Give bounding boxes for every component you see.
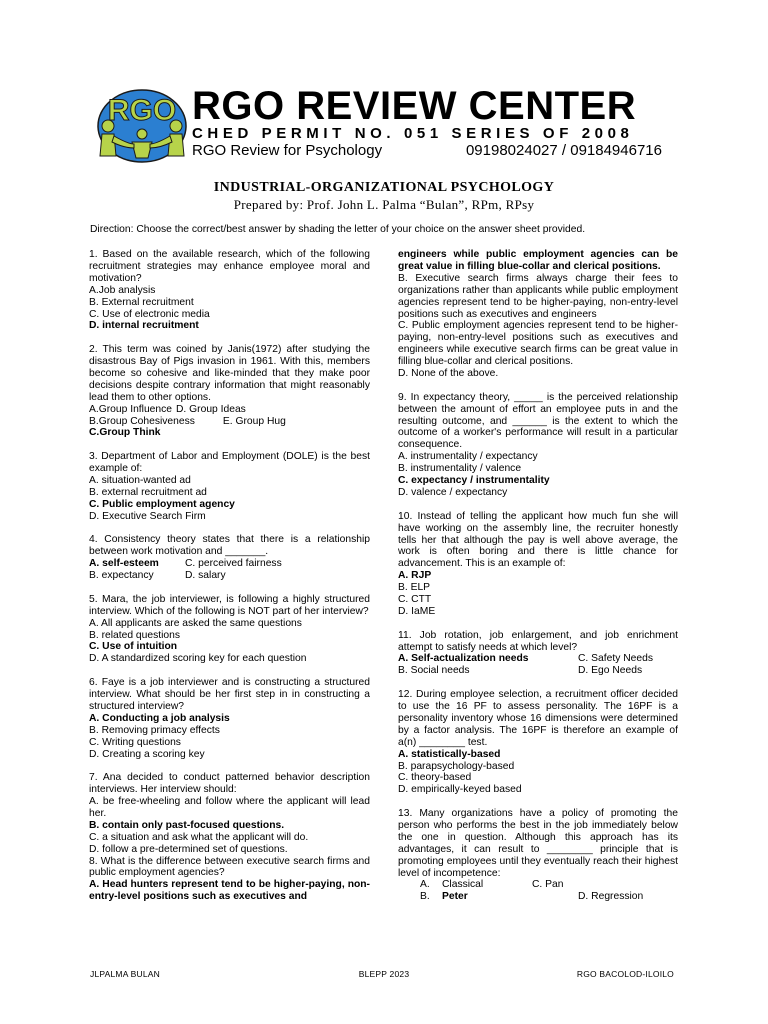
question-stem: 12. During employee selection, a recruitment officer decided to use the 16 PF to assess personality. The 16PF is a personality inventory whose 16 dimensions were determined by a factor analysis. The 16PF is therefore an example of a(n) ________ test. [398,689,678,748]
option-c: C. Use of electronic media [89,308,210,320]
option-c: C. CTT [398,594,432,606]
question-stem: 4. Consistency theory states that there is a relationship between work motivation and _______. [89,534,370,558]
option-c: C. a situation and ask what the applicant will do. [89,831,309,843]
document-title: INDUSTRIAL-ORGANIZATIONAL PSYCHOLOGY [213,180,555,195]
option-letter: C. [89,427,100,439]
option-row [398,891,678,903]
option-e: E. Group Hug [222,415,286,427]
brand-subtitle-row [192,142,662,159]
option-c: C. Writing questions [89,736,181,748]
option-a: A. All applicants are asked the same questions [89,617,302,629]
option-a: A. be free-wheeling and follow where the applicant will lead her. [89,796,370,819]
question-stem: 13. Many organizations have a policy of promoting the person who performs the best in the job immediately below the one in question. Although this approach has its advantages, it can result to ________ principle that is promoting employees until they eventually reach their highest level of incompetence: [398,808,678,879]
right-column [398,249,678,903]
option-row [398,653,678,665]
question-6 [89,677,370,760]
option-c: C. Pan [532,879,564,891]
option-b: B. parapsychology-based [398,760,515,772]
question-1 [89,249,370,332]
question-stem: 11. Job rotation, job enlargement, and job enrichment attempt to satisfy needs at which level? [398,629,678,653]
option-a-answer: A. self-esteem [89,558,159,570]
option-row [89,404,370,416]
option-b: B. expectancy [89,570,154,582]
option-c-answer [89,427,370,439]
direction-text: Direction: Choose the correct/best answer by shading the letter of your choice on the answer sheet provided. [90,224,586,235]
option-b: B. related questions [89,629,181,641]
option-b: B. instrumentality / valence [398,463,522,475]
option-b-answer: Peter [442,891,468,903]
question-stem: 6. Faye is a job interviewer and is constructing a structured interview. What should be her first step in in constructing a structured interview? [89,677,370,712]
question-12 [398,689,678,796]
option-a-letter: A. [420,879,430,891]
brand-phones: 09198024027 / 09184946716 [465,142,662,159]
option-row [398,665,678,677]
question-2 [89,344,370,439]
option-row [89,558,370,570]
question-stem: 7. Ana decided to conduct patterned behavior description interviews. Her interview should: [89,772,370,796]
option-c: C. perceived fairness [185,558,282,570]
option-b-letter: B. [420,891,430,903]
question-5 [89,594,370,665]
option-c-answer: C. Use of intuition [89,641,178,653]
option-d: D. None of the above. [398,368,499,380]
option-b-answer: B. contain only past-focused questions. [89,819,285,831]
option-b: B. Executive search firms always charge their fees to organizations rather than applicants while public employment agencies represent tend to be higher-paying, non-entry-level positions such as executives and engineers [398,272,678,320]
option-a: Classical [442,879,484,891]
option-a-answer: A. Self-actualization needs [398,653,529,665]
option-a: A.Group Influence [89,403,172,415]
question-stem: 3. Department of Labor and Employment (DOLE) is the best example of: [89,451,370,475]
question-stem: 9. In expectancy theory, _____ is the perceived relationship between the amount of effort an employee puts in and the resulting outcome, and ______ is the extent to which the outcome of a worker's performance will result in a particular consequence. [398,391,678,451]
left-column [89,249,370,903]
question-9 [398,392,678,499]
footer-left: JLPALMA BULAN [90,969,160,979]
option-c: C. Safety Needs [578,653,653,665]
option-c-answer: C. expectancy / instrumentality [398,475,550,487]
question-stem: 2. This term was coined by Janis(1972) after studying the disastrous Bay of Pigs invasion in 1961. With this, members become so cohesive and like-minded that they make poor decisions despite contrary information that might reasonably lead them to other options. [89,344,370,403]
option-a-answer: A. RJP [398,570,432,582]
brand-block [192,86,662,159]
option-d: D. salary [185,570,226,582]
option-a-answer-end: engineers while public employment agencies can be great value in filling blue-collar and clerical positions. [398,249,678,272]
option-d: D. Ego Needs [578,665,643,677]
option-b: B.Group Cohesiveness [89,415,195,427]
option-row [398,879,678,891]
option-b: B. External recruitment [89,296,194,308]
rgo-logo-icon [94,86,190,166]
option-d-answer: D. internal recruitment [89,320,199,332]
question-stem: 1. Based on the available research, which of the following recruitment strategies may enhance employee moral and motivation? [89,249,370,284]
question-13 [398,808,678,903]
option-c: C. Public employment agencies represent tend to be higher-paying, non-entry-level positions such as executives and engineers while executive search firms can be great value in filling blue-collar and clerical positions. [398,320,678,368]
option-d: D. empirically-keyed based [398,784,522,796]
option-a: A. instrumentality / expectancy [398,451,538,463]
option-d: D. valence / expectancy [398,487,508,499]
option-d: D. Group Ideas [176,403,246,415]
option-a: A.Job analysis [89,284,156,296]
option-a-answer: A. Conducting a job analysis [89,712,230,724]
option-c-answer: C. Public employment agency [89,498,235,510]
question-3 [89,451,370,522]
option-b: B. ELP [398,582,431,594]
question-8 [89,856,370,904]
question-stem: 8. What is the difference between executive search firms and public employment agencies? [89,855,370,879]
footer-right: RGO BACOLOD-ILOILO [576,969,674,979]
brand-title: RGO REVIEW CENTER [192,84,637,128]
brand-subtitle: RGO Review for Psychology [192,142,383,159]
option-a-answer-start: A. Head hunters represent tend to be higher-paying, non-entry-level positions such as executives and [89,879,370,903]
footer-center: BLEPP 2023 [358,969,410,979]
option-b: B. Social needs [398,665,470,677]
option-d: D. A standardized scoring key for each question [89,653,307,665]
option-d: D. Creating a scoring key [89,748,205,760]
option-text: Group Think [99,427,161,439]
option-d: D. Regression [578,891,644,903]
question-8-continued [398,249,678,380]
question-7 [89,772,370,855]
logo-text: RGO [107,94,177,127]
option-row [89,416,370,428]
option-d: D. Executive Search Firm [89,510,206,522]
document-author: Prepared by: Prof. John L. Palma “Bulan”, RPm, RPsy [233,197,535,212]
option-b: B. external recruitment ad [89,486,207,498]
option-row [89,570,370,582]
option-d: D. follow a pre-determined set of questions. [89,843,288,855]
question-4 [89,534,370,582]
question-stem: 5. Mara, the job interviewer, is following a highly structured interview. Which of the following is NOT part of her interview? [89,593,370,617]
ched-permit: CHED PERMIT NO. 051 SERIES OF 2008 [192,125,634,142]
question-stem: 10. Instead of telling the applicant how much fun she will have working on the assembly line, the recruiter honestly tells her that although the pay is well above average, the work is often boring and there is little chance for advancement. This is an example of: [398,510,678,570]
option-b: B. Removing primacy effects [89,724,220,736]
option-a-answer: A. statistically-based [398,748,501,760]
question-10 [398,511,678,618]
option-a: A. situation-wanted ad [89,475,191,486]
option-d: D. IaME [398,605,436,617]
option-c: C. theory-based [398,772,472,784]
question-11 [398,630,678,678]
